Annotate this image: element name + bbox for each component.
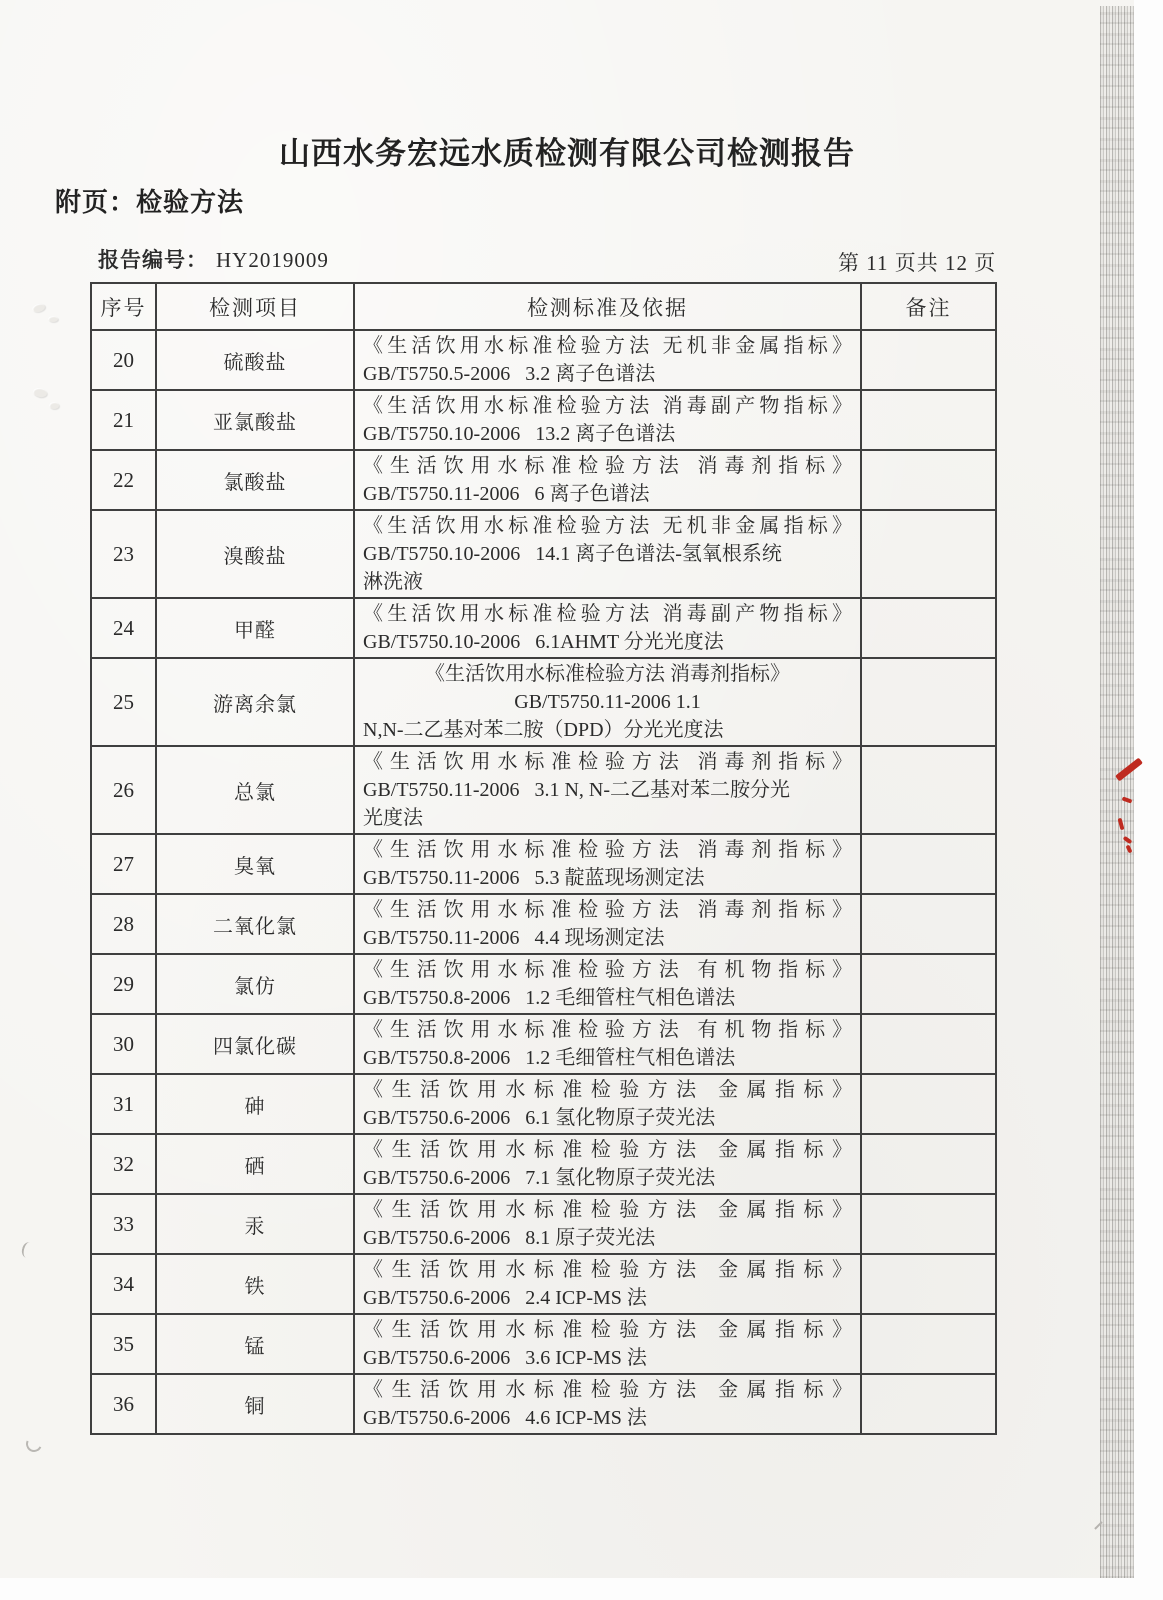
serial-cell: 33 bbox=[91, 1194, 156, 1254]
red-ink-stroke bbox=[1123, 836, 1133, 844]
table-body bbox=[91, 330, 996, 1434]
remark-cell bbox=[861, 1134, 996, 1194]
standard-line: 《生活饮用水标准检验方法 有机物指标》 bbox=[363, 1019, 852, 1041]
table-row bbox=[91, 1134, 996, 1194]
item-cell: 臭氧 bbox=[156, 834, 354, 894]
remark-cell bbox=[861, 1254, 996, 1314]
scanner-background-bottom bbox=[0, 1578, 1163, 1600]
standard-line: 《生活饮用水标准检验方法 金属指标》 bbox=[363, 1199, 852, 1221]
item-cell: 汞 bbox=[156, 1194, 354, 1254]
standard-cell bbox=[354, 598, 861, 658]
standard-cell bbox=[354, 1374, 861, 1434]
table-row bbox=[91, 510, 996, 598]
item-cell: 砷 bbox=[156, 1074, 354, 1134]
table-row bbox=[91, 1374, 996, 1434]
red-ink-stroke bbox=[1118, 818, 1125, 831]
table-row bbox=[91, 1314, 996, 1374]
table-row bbox=[91, 658, 996, 746]
item-cell: 氯仿 bbox=[156, 954, 354, 1014]
serial-cell: 21 bbox=[91, 390, 156, 450]
test-methods-table bbox=[90, 282, 997, 1435]
standard-cell bbox=[354, 894, 861, 954]
table-row bbox=[91, 390, 996, 450]
table-row bbox=[91, 1254, 996, 1314]
item-cell: 甲醛 bbox=[156, 598, 354, 658]
item-cell: 硫酸盐 bbox=[156, 330, 354, 390]
standard-line: GB/T5750.10-2006 13.2 离子色谱法 bbox=[363, 423, 676, 445]
remark-cell bbox=[861, 330, 996, 390]
standard-line: N,N-二乙基对苯二胺（DPD）分光光度法 bbox=[363, 719, 724, 741]
standard-line: GB/T5750.11-2006 3.1 N, N-二乙基对苯二胺分光 bbox=[363, 779, 791, 801]
standard-cell bbox=[354, 1014, 861, 1074]
table-row bbox=[91, 1014, 996, 1074]
item-cell: 游离余氯 bbox=[156, 658, 354, 746]
item-cell: 总氯 bbox=[156, 746, 354, 834]
red-ink-stroke bbox=[1122, 796, 1133, 803]
table-row bbox=[91, 746, 996, 834]
header-item: 检测项目 bbox=[156, 283, 354, 330]
standard-line: GB/T5750.5-2006 3.2 离子色谱法 bbox=[363, 363, 656, 385]
standard-line: 《生活饮用水标准检验方法 消毒副产物指标》 bbox=[363, 395, 852, 417]
standard-cell bbox=[354, 1194, 861, 1254]
report-number-value: HY2019009 bbox=[216, 248, 329, 272]
standard-cell bbox=[354, 330, 861, 390]
standard-line: 光度法 bbox=[363, 807, 423, 829]
standard-line: 《生活饮用水标准检验方法 金属指标》 bbox=[363, 1259, 852, 1281]
standard-cell bbox=[354, 510, 861, 598]
red-ink-marks bbox=[1106, 752, 1146, 862]
serial-cell: 27 bbox=[91, 834, 156, 894]
standard-cell bbox=[354, 1314, 861, 1374]
item-cell: 二氧化氯 bbox=[156, 894, 354, 954]
standard-line: 《生活饮用水标准检验方法 有机物指标》 bbox=[363, 959, 852, 981]
header-serial: 序号 bbox=[91, 283, 156, 330]
pencil-mark bbox=[24, 1434, 45, 1455]
remark-cell bbox=[861, 1374, 996, 1434]
table-row bbox=[91, 1194, 996, 1254]
standard-cell bbox=[354, 746, 861, 834]
serial-cell: 24 bbox=[91, 598, 156, 658]
standard-line: GB/T5750.11-2006 1.1 bbox=[514, 691, 701, 713]
standard-line: 《生活饮用水标准检验方法 消毒剂指标》 bbox=[363, 751, 852, 773]
standard-line: GB/T5750.10-2006 6.1AHMT 分光光度法 bbox=[363, 631, 724, 653]
header-standard: 检测标准及依据 bbox=[354, 283, 861, 330]
remark-cell bbox=[861, 510, 996, 598]
standard-line: 《生活饮用水标准检验方法 金属指标》 bbox=[363, 1079, 852, 1101]
standard-line: 《生活饮用水标准检验方法 消毒副产物指标》 bbox=[363, 603, 852, 625]
standard-line: 《生活饮用水标准检验方法 金属指标》 bbox=[363, 1139, 852, 1161]
table-row bbox=[91, 450, 996, 510]
red-ink-stroke bbox=[1125, 845, 1132, 854]
standard-line: 《生活饮用水标准检验方法 消毒剂指标》 bbox=[363, 455, 852, 477]
standard-line: 《生活饮用水标准检验方法 消毒剂指标》 bbox=[363, 839, 852, 861]
standard-line: 《生活饮用水标准检验方法 金属指标》 bbox=[363, 1319, 852, 1341]
standard-line: 淋洗液 bbox=[363, 571, 423, 593]
standard-line: 《生活饮用水标准检验方法 无机非金属指标》 bbox=[363, 515, 852, 537]
serial-cell: 26 bbox=[91, 746, 156, 834]
standard-line: GB/T5750.8-2006 1.2 毛细管柱气相色谱法 bbox=[363, 987, 736, 1009]
standard-line: GB/T5750.8-2006 1.2 毛细管柱气相色谱法 bbox=[363, 1047, 736, 1069]
table-row bbox=[91, 598, 996, 658]
remark-cell bbox=[861, 598, 996, 658]
item-cell: 氯酸盐 bbox=[156, 450, 354, 510]
attachment-subtitle: 附页：检验方法 bbox=[55, 187, 245, 217]
report-number-line bbox=[98, 244, 329, 274]
serial-cell: 22 bbox=[91, 450, 156, 510]
serial-cell: 28 bbox=[91, 894, 156, 954]
remark-cell bbox=[861, 894, 996, 954]
standard-line: GB/T5750.11-2006 5.3 靛蓝现场测定法 bbox=[363, 867, 705, 889]
serial-cell: 35 bbox=[91, 1314, 156, 1374]
remark-cell bbox=[861, 1074, 996, 1134]
standard-cell bbox=[354, 834, 861, 894]
header-remark: 备注 bbox=[861, 283, 996, 330]
table-row bbox=[91, 1074, 996, 1134]
remark-cell bbox=[861, 1014, 996, 1074]
standard-line: 《生活饮用水标准检验方法 金属指标》 bbox=[363, 1379, 852, 1401]
standard-line: 《生活饮用水标准检验方法 消毒剂指标》 bbox=[363, 899, 852, 921]
red-ink-stroke bbox=[1115, 758, 1143, 782]
remark-cell bbox=[861, 1194, 996, 1254]
standard-line: GB/T5750.11-2006 4.4 现场测定法 bbox=[363, 927, 665, 949]
standard-line: GB/T5750.6-2006 8.1 原子荧光法 bbox=[363, 1227, 656, 1249]
serial-cell: 31 bbox=[91, 1074, 156, 1134]
standard-line: GB/T5750.6-2006 6.1 氢化物原子荧光法 bbox=[363, 1107, 716, 1129]
remark-cell bbox=[861, 834, 996, 894]
page-indicator: 第 11 页共 12 页 bbox=[838, 251, 997, 275]
report-number-label: 报告编号： bbox=[98, 249, 208, 272]
standard-cell bbox=[354, 954, 861, 1014]
serial-cell: 23 bbox=[91, 510, 156, 598]
standard-line: 《生活饮用水标准检验方法 无机非金属指标》 bbox=[363, 335, 852, 357]
staple-dent-mark bbox=[49, 402, 59, 409]
table-row bbox=[91, 330, 996, 390]
item-cell: 四氯化碳 bbox=[156, 1014, 354, 1074]
table-row bbox=[91, 894, 996, 954]
remark-cell bbox=[861, 390, 996, 450]
serial-cell: 29 bbox=[91, 954, 156, 1014]
standard-line: GB/T5750.6-2006 7.1 氢化物原子荧光法 bbox=[363, 1167, 716, 1189]
standard-cell bbox=[354, 1254, 861, 1314]
item-cell: 铜 bbox=[156, 1374, 354, 1434]
serial-cell: 20 bbox=[91, 330, 156, 390]
table-row bbox=[91, 834, 996, 894]
table-header-row bbox=[91, 283, 996, 330]
item-cell: 铁 bbox=[156, 1254, 354, 1314]
item-cell: 溴酸盐 bbox=[156, 510, 354, 598]
item-cell: 亚氯酸盐 bbox=[156, 390, 354, 450]
remark-cell bbox=[861, 746, 996, 834]
standard-cell bbox=[354, 658, 861, 746]
standard-line: GB/T5750.6-2006 4.6 ICP-MS 法 bbox=[363, 1407, 647, 1429]
serial-cell: 32 bbox=[91, 1134, 156, 1194]
remark-cell bbox=[861, 450, 996, 510]
standard-line: 《生活饮用水标准检验方法 消毒剂指标》 bbox=[425, 663, 790, 685]
standard-line: GB/T5750.6-2006 2.4 ICP-MS 法 bbox=[363, 1287, 647, 1309]
pencil-mark bbox=[20, 1241, 36, 1259]
serial-cell: 25 bbox=[91, 658, 156, 746]
remark-cell bbox=[861, 658, 996, 746]
standard-line: GB/T5750.11-2006 6 离子色谱法 bbox=[363, 483, 650, 505]
item-cell: 锰 bbox=[156, 1314, 354, 1374]
standard-line: GB/T5750.6-2006 3.6 ICP-MS 法 bbox=[363, 1347, 647, 1369]
staple-dent-mark bbox=[32, 387, 47, 398]
report-title: 山西水务宏远水质检测有限公司检测报告 bbox=[279, 136, 855, 171]
serial-cell: 36 bbox=[91, 1374, 156, 1434]
standard-line: GB/T5750.10-2006 14.1 离子色谱法-氢氧根系统 bbox=[363, 543, 782, 565]
standard-cell bbox=[354, 1134, 861, 1194]
remark-cell bbox=[861, 1314, 996, 1374]
remark-cell bbox=[861, 954, 996, 1014]
item-cell: 硒 bbox=[156, 1134, 354, 1194]
table-row bbox=[91, 954, 996, 1014]
serial-cell: 30 bbox=[91, 1014, 156, 1074]
standard-cell bbox=[354, 1074, 861, 1134]
staple-dent-mark bbox=[31, 302, 46, 313]
standard-cell bbox=[354, 390, 861, 450]
serial-cell: 34 bbox=[91, 1254, 156, 1314]
staple-dent-mark bbox=[48, 316, 58, 322]
standard-cell bbox=[354, 450, 861, 510]
